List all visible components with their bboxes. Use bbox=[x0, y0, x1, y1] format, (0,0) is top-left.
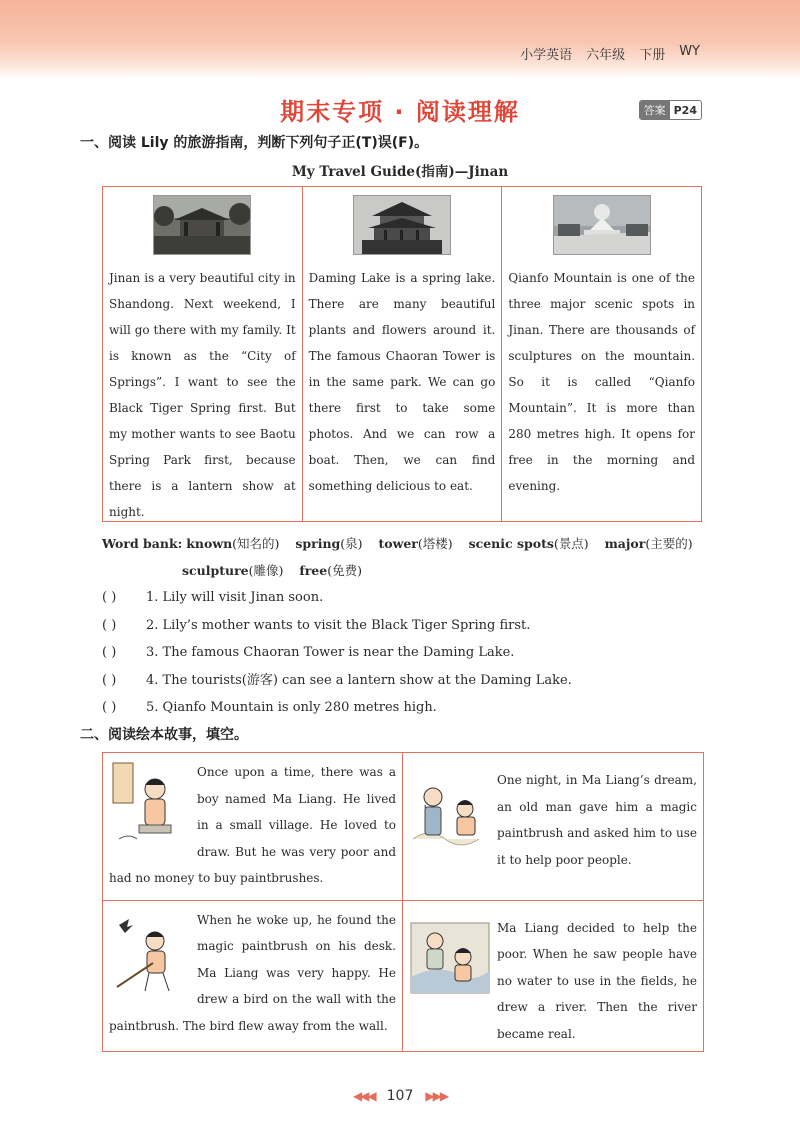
meaning-sculpture: (雕像) bbox=[248, 563, 284, 578]
answer-reference bbox=[639, 100, 702, 120]
boy-painting-bird-illustration-icon bbox=[109, 907, 191, 999]
answer-blank[interactable]: ( ) bbox=[102, 617, 117, 633]
question-row bbox=[102, 612, 722, 640]
meaning-free: (免费) bbox=[327, 563, 362, 578]
guide-column-jinan bbox=[103, 187, 303, 521]
question-text: 3. The famous Chaoran Tower is near the Daming Lake. bbox=[146, 645, 515, 660]
answer-page: P24 bbox=[673, 103, 697, 117]
question-text: 2. Lily’s mother wants to visit the Black Tiger Spring first. bbox=[146, 617, 531, 633]
word-free: free bbox=[299, 563, 328, 578]
mountain-statue-photo-icon bbox=[553, 195, 651, 255]
story-panel-4 bbox=[403, 901, 703, 1052]
meaning-spring: (泉) bbox=[340, 536, 363, 551]
guide-text-jinan: Jinan is a very beautiful city in Shandong. Next weekend, I will go there with my family. It is known as the “City of Springs”. I want to see the Black Tiger Spring first. But my mother wants to see Baotu Spring Park first, because there is a lantern show at night. bbox=[109, 271, 296, 519]
word-bank bbox=[102, 530, 712, 584]
pavilion-photo-icon bbox=[153, 195, 251, 255]
guide-text-qianfo-mountain: Qianfo Mountain is one of the three major scenic spots in Jinan. There are thousands of sculptures on the mountain. So it is called “Qianfo Mountain”. It is more than 280 metres high. It opens for free in the morning and evening. bbox=[508, 271, 696, 493]
story-panel-1 bbox=[103, 753, 403, 901]
subject-label: 小学英语 bbox=[520, 48, 573, 63]
question-text: 1. Lily will visit Jinan soon. bbox=[146, 590, 324, 605]
boy-river-illustration-icon bbox=[409, 917, 491, 1009]
picture-story-table bbox=[102, 752, 704, 1052]
question-text: 5. Qianfo Mountain is only 280 metres high. bbox=[146, 700, 437, 715]
true-false-questions bbox=[102, 584, 722, 722]
story-panel-3 bbox=[103, 901, 403, 1052]
question-text: 4. The tourists(游客) can see a lantern show at the Daming Lake. bbox=[146, 672, 572, 688]
word-spring: spring bbox=[295, 536, 341, 551]
guide-column-qianfo-mountain bbox=[502, 187, 701, 521]
guide-column-daming-lake bbox=[303, 187, 503, 521]
question-row bbox=[102, 694, 722, 722]
answer-blank[interactable]: ( ) bbox=[102, 700, 117, 715]
word-tower: tower bbox=[378, 536, 418, 551]
story-text-4: Ma Liang decided to help the poor. When he saw people have no water to use in the fields, he drew a river. Then the river became real. bbox=[497, 920, 697, 1041]
meaning-known: (知名的) bbox=[232, 536, 280, 551]
book-info bbox=[520, 44, 700, 63]
question-row bbox=[102, 584, 722, 612]
page-number: 107 bbox=[386, 1088, 414, 1104]
page-footer bbox=[0, 1088, 800, 1104]
travel-guide-table bbox=[102, 186, 702, 522]
question-row bbox=[102, 639, 722, 667]
meaning-scenic-spots: (景点) bbox=[553, 536, 589, 551]
tower-photo-icon bbox=[353, 195, 451, 255]
question-row bbox=[102, 667, 722, 695]
edition-label: WY bbox=[679, 44, 700, 59]
answer-blank[interactable]: ( ) bbox=[102, 672, 117, 688]
word-known: known bbox=[186, 536, 233, 551]
grade-label: 六年级 bbox=[586, 48, 626, 63]
old-man-dream-illustration-icon bbox=[409, 769, 491, 861]
word-bank-label: Word bank: bbox=[102, 536, 183, 551]
answer-label: 答案 bbox=[640, 101, 670, 119]
answer-blank[interactable]: ( ) bbox=[102, 590, 117, 605]
word-sculpture: sculpture bbox=[182, 563, 249, 578]
story-text-3: When he woke up, he found the magic paintbrush on his desk. Ma Liang was very happy. He drew a bird on the wall with the paintbrush. The bird flew away from the wall. bbox=[109, 912, 396, 1033]
meaning-major: (主要的) bbox=[645, 536, 693, 551]
volume-label: 下册 bbox=[639, 48, 666, 63]
story-text-1: Once upon a time, there was a boy named Ma Liang. He lived in a small village. He loved to draw. But he was very poor and had no money to buy paintbrushes. bbox=[109, 765, 396, 885]
story-panel-2 bbox=[403, 753, 703, 901]
story-text-2: One night, in Ma Liang’s dream, an old man gave him a magic paintbrush and asked him to use it to help poor people. bbox=[497, 773, 697, 867]
next-arrows-icon: ▶▶▶ bbox=[425, 1089, 448, 1103]
boy-drawing-illustration-icon bbox=[109, 759, 191, 851]
guide-text-daming-lake: Daming Lake is a spring lake. There are many beautiful plants and flowers around it. The famous Chaoran Tower is in the same park. We can go there first to take some photos. And we can row a boat. Then, we can find something delicious to eat. bbox=[308, 271, 496, 493]
answer-blank[interactable]: ( ) bbox=[102, 645, 117, 660]
meaning-tower: (塔楼) bbox=[417, 536, 453, 551]
guide-title: My Travel Guide(指南)—Jinan bbox=[291, 164, 509, 180]
section1-heading: 一、阅读 Lily 的旅游指南，判断下列句子正(T)误(F)。 bbox=[80, 135, 429, 151]
word-major: major bbox=[604, 536, 646, 551]
word-scenic-spots: scenic spots bbox=[468, 536, 554, 551]
section2-heading: 二、阅读绘本故事，填空。 bbox=[80, 727, 248, 743]
prev-arrows-icon: ◀◀◀ bbox=[352, 1089, 375, 1103]
header-band bbox=[0, 0, 800, 78]
page-title: 期末专项 · 阅读理解 bbox=[280, 98, 520, 126]
